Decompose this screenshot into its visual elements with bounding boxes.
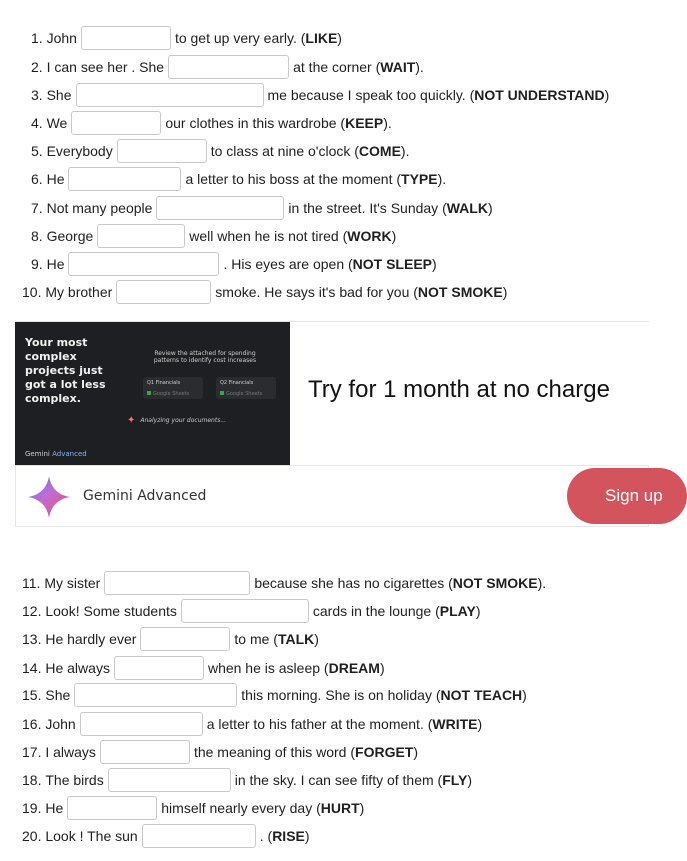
exercise-text-before: She bbox=[46, 87, 72, 103]
ad-image[interactable] bbox=[15, 322, 290, 465]
exercise-number: 16. bbox=[22, 716, 42, 732]
exercise-text-after: well when he is not tired ( bbox=[189, 228, 348, 244]
ad-file-card-subtitle: Google Sheets bbox=[153, 391, 190, 397]
sparkle-icon: ✦ bbox=[127, 415, 136, 426]
exercise-text-after: . ( bbox=[259, 828, 273, 844]
exercise-text-end: ). bbox=[383, 115, 392, 131]
exercise-text-end: ) bbox=[391, 228, 397, 244]
exercise-text-before: My brother bbox=[45, 284, 113, 300]
exercise-row-4 bbox=[31, 109, 392, 137]
exercise-number: 19. bbox=[22, 800, 42, 816]
answer-input-11[interactable] bbox=[104, 571, 250, 595]
exercise-verb: NOT SMOKE bbox=[452, 575, 538, 591]
exercise-row-6 bbox=[31, 165, 446, 193]
exercise-text-after: our clothes in this wardrobe ( bbox=[165, 115, 346, 131]
exercise-number: 14. bbox=[22, 660, 42, 676]
exercise-verb: WALK bbox=[446, 200, 488, 216]
answer-input-5[interactable] bbox=[117, 139, 207, 163]
exercise-verb: PLAY bbox=[439, 603, 476, 619]
exercise-text-before: I always bbox=[45, 744, 96, 760]
exercise-text-before: He always bbox=[45, 660, 110, 676]
exercise-text-after: a letter to his father at the moment. ( bbox=[206, 716, 433, 732]
exercise-row-5 bbox=[31, 137, 409, 165]
exercise-verb: COME bbox=[358, 143, 401, 159]
exercise-text-before: John bbox=[46, 30, 77, 46]
exercise-number: 7. bbox=[31, 200, 43, 216]
exercise-text-before: He bbox=[46, 256, 65, 272]
exercise-number: 8. bbox=[31, 228, 43, 244]
exercise-number: 11. bbox=[22, 575, 41, 591]
exercise-text-end: ) bbox=[475, 603, 481, 619]
answer-input-15[interactable] bbox=[74, 683, 237, 707]
exercise-row-14 bbox=[22, 654, 385, 682]
ad-file-card-subtitle: Google Sheets bbox=[226, 391, 263, 397]
exercise-text-before: He hardly ever bbox=[45, 631, 137, 647]
exercise-text-end: ) bbox=[413, 744, 419, 760]
exercise-text-end: ). bbox=[400, 143, 410, 159]
exercise-text-after: to me ( bbox=[234, 631, 278, 647]
gemini-logo-icon bbox=[26, 474, 72, 520]
exercise-row-1 bbox=[31, 24, 342, 52]
exercise-text-before: George bbox=[46, 228, 94, 244]
ad-advertiser-name: Gemini Advanced bbox=[83, 488, 207, 504]
exercise-text-after: in the street. It's Sunday ( bbox=[288, 200, 447, 216]
answer-input-9[interactable] bbox=[68, 252, 219, 276]
ad-cta-bar[interactable] bbox=[15, 465, 663, 527]
exercise-verb: NOT SLEEP bbox=[352, 256, 433, 272]
exercise-row-18 bbox=[22, 766, 472, 794]
exercise-row-17 bbox=[22, 738, 418, 766]
exercise-row-9 bbox=[31, 250, 437, 278]
ad-prompt-text: Review the attached for spending patterns to identify cost increases bbox=[153, 350, 257, 364]
ad-tagline[interactable]: Try for 1 month at no charge bbox=[308, 376, 610, 403]
sheets-icon bbox=[147, 391, 151, 395]
exercise-verb: LIKE bbox=[305, 30, 338, 46]
exercise-text-after: in the sky. I can see fifty of them ( bbox=[234, 772, 443, 788]
exercise-row-13 bbox=[22, 625, 319, 653]
exercise-number: 4. bbox=[31, 115, 43, 131]
exercise-number: 15. bbox=[22, 687, 42, 703]
exercise-text-end: ) bbox=[487, 200, 493, 216]
exercise-text-before: Look! Some students bbox=[45, 603, 177, 619]
exercise-text-after: when he is asleep ( bbox=[207, 660, 329, 676]
exercise-number: 20. bbox=[22, 828, 42, 844]
exercise-verb: RISE bbox=[272, 828, 305, 844]
exercise-text-end: ) bbox=[379, 660, 385, 676]
exercise-number: 6. bbox=[31, 171, 43, 187]
exercise-text-after: smoke. He says it's bad for you ( bbox=[215, 284, 418, 300]
exercise-row-20 bbox=[22, 822, 310, 850]
exercise-text-after: to class at nine o'clock ( bbox=[210, 143, 359, 159]
ad-analyzing-status bbox=[127, 415, 226, 426]
answer-input-2[interactable] bbox=[168, 55, 289, 79]
exercise-verb: HURT bbox=[320, 800, 360, 816]
exercise-number: 17. bbox=[22, 744, 42, 760]
exercise-number: 2. bbox=[31, 59, 43, 75]
sign-up-button[interactable]: Sign up bbox=[567, 468, 687, 524]
exercise-text-end: ). bbox=[415, 59, 424, 75]
exercise-verb: FLY bbox=[442, 772, 468, 788]
ad-file-card-1 bbox=[143, 377, 203, 399]
exercise-verb: WORK bbox=[347, 228, 392, 244]
answer-input-3[interactable] bbox=[76, 83, 264, 107]
exercise-text-before: Everybody bbox=[46, 143, 113, 159]
exercise-text-before: We bbox=[46, 115, 68, 131]
answer-input-7[interactable] bbox=[156, 196, 284, 220]
ad-file-card-title: Q1 Financials bbox=[147, 380, 181, 386]
ad-file-card-sub bbox=[220, 391, 272, 397]
ad-file-card-title: Q2 Financials bbox=[220, 380, 254, 386]
ad-file-card-2 bbox=[216, 377, 276, 399]
exercise-number: 3. bbox=[31, 87, 43, 103]
answer-input-1[interactable] bbox=[81, 26, 171, 50]
exercise-row-8 bbox=[31, 222, 396, 250]
exercise-number: 5. bbox=[31, 143, 43, 159]
exercise-text-after: a letter to his boss at the moment ( bbox=[185, 171, 402, 187]
answer-input-17[interactable] bbox=[100, 740, 190, 764]
exercise-row-7 bbox=[31, 194, 493, 222]
exercise-text-end: ) bbox=[522, 687, 527, 703]
exercise-row-2 bbox=[31, 53, 424, 81]
exercise-text-after: at the corner ( bbox=[293, 59, 381, 75]
answer-input-19[interactable] bbox=[67, 796, 157, 820]
exercise-text-after: himself nearly every day ( bbox=[161, 800, 321, 816]
exercise-text-end: ) bbox=[314, 631, 319, 647]
exercise-text-end: ). bbox=[537, 575, 547, 591]
advertisement bbox=[15, 321, 663, 528]
exercise-text-before: Not many people bbox=[46, 200, 153, 216]
exercise-verb: DREAM bbox=[328, 660, 380, 676]
exercise-number: 1. bbox=[31, 30, 43, 46]
exercise-text-after: cards in the lounge ( bbox=[312, 603, 440, 619]
answer-input-4[interactable] bbox=[71, 111, 161, 135]
exercise-verb: WRITE bbox=[432, 716, 478, 732]
exercise-number: 12. bbox=[22, 603, 42, 619]
exercise-number: 10. bbox=[22, 284, 42, 300]
exercise-row-19 bbox=[22, 794, 364, 822]
exercise-text-after: . His eyes are open ( bbox=[223, 256, 353, 272]
answer-input-10[interactable] bbox=[116, 280, 211, 304]
exercise-text-after: this morning. She is on holiday ( bbox=[241, 687, 441, 703]
exercise-text-after: me because I speak too quickly. ( bbox=[267, 87, 475, 103]
exercise-text-before: I can see her . She bbox=[46, 59, 165, 75]
answer-input-18[interactable] bbox=[108, 768, 231, 792]
exercise-number: 18. bbox=[22, 772, 42, 788]
exercise-text-end: ) bbox=[432, 256, 437, 272]
sheets-icon bbox=[220, 391, 224, 395]
exercise-verb: TALK bbox=[277, 631, 315, 647]
answer-input-16[interactable] bbox=[80, 712, 203, 736]
exercise-text-end: ) bbox=[502, 284, 508, 300]
ad-file-card-sub bbox=[147, 391, 199, 397]
exercise-text-after: to get up very early. ( bbox=[174, 30, 306, 46]
answer-input-14[interactable] bbox=[114, 656, 204, 680]
ad-brand-name: Gemini bbox=[25, 450, 50, 458]
exercise-row-16 bbox=[22, 710, 482, 738]
answer-input-6[interactable] bbox=[68, 167, 181, 191]
exercise-verb: NOT SMOKE bbox=[417, 284, 503, 300]
exercise-text-before: She bbox=[45, 687, 71, 703]
exercise-text-before: John bbox=[45, 716, 76, 732]
exercise-row-10 bbox=[22, 278, 507, 306]
ad-brand-accent: Advanced bbox=[52, 450, 87, 458]
exercise-number: 13. bbox=[22, 631, 42, 647]
ad-analyzing-text: Analyzing your documents... bbox=[140, 417, 227, 424]
exercise-number: 9. bbox=[31, 256, 43, 272]
exercise-text-end: ). bbox=[437, 171, 447, 187]
exercise-row-11 bbox=[22, 569, 546, 597]
exercise-text-end: ) bbox=[604, 87, 610, 103]
exercise-row-3 bbox=[31, 81, 609, 109]
exercise-text-end: ) bbox=[477, 716, 483, 732]
exercise-text-before: Look ! The sun bbox=[45, 828, 138, 844]
exercise-verb: NOT UNDERSTAND bbox=[474, 87, 605, 103]
exercise-row-12 bbox=[22, 597, 480, 625]
exercise-text-before: He bbox=[46, 171, 65, 187]
exercise-text-end: ) bbox=[359, 800, 365, 816]
exercise-verb: WAIT bbox=[380, 59, 416, 75]
exercise-text-end: ) bbox=[337, 30, 342, 46]
exercise-text-after: because she has no cigarettes ( bbox=[254, 575, 453, 591]
exercise-verb: NOT TEACH bbox=[440, 687, 523, 703]
exercise-text-after: the meaning of this word ( bbox=[193, 744, 356, 760]
exercise-row-15 bbox=[22, 681, 527, 709]
exercise-text-end: ) bbox=[304, 828, 310, 844]
exercise-verb: FORGET bbox=[355, 744, 414, 760]
exercise-text-before: He bbox=[45, 800, 64, 816]
exercise-verb: TYPE bbox=[401, 171, 438, 187]
answer-input-12[interactable] bbox=[181, 599, 309, 623]
exercise-text-before: The birds bbox=[45, 772, 104, 788]
exercise-verb: KEEP bbox=[345, 115, 384, 131]
answer-input-8[interactable] bbox=[97, 224, 185, 248]
exercise-text-end: ) bbox=[467, 772, 473, 788]
exercise-text-before: My sister bbox=[44, 575, 101, 591]
ad-headline: Your most complex projects just got a lot less complex. bbox=[25, 336, 106, 405]
answer-input-13[interactable] bbox=[140, 627, 230, 651]
ad-brand-label bbox=[25, 450, 87, 458]
answer-input-20[interactable] bbox=[142, 824, 256, 848]
